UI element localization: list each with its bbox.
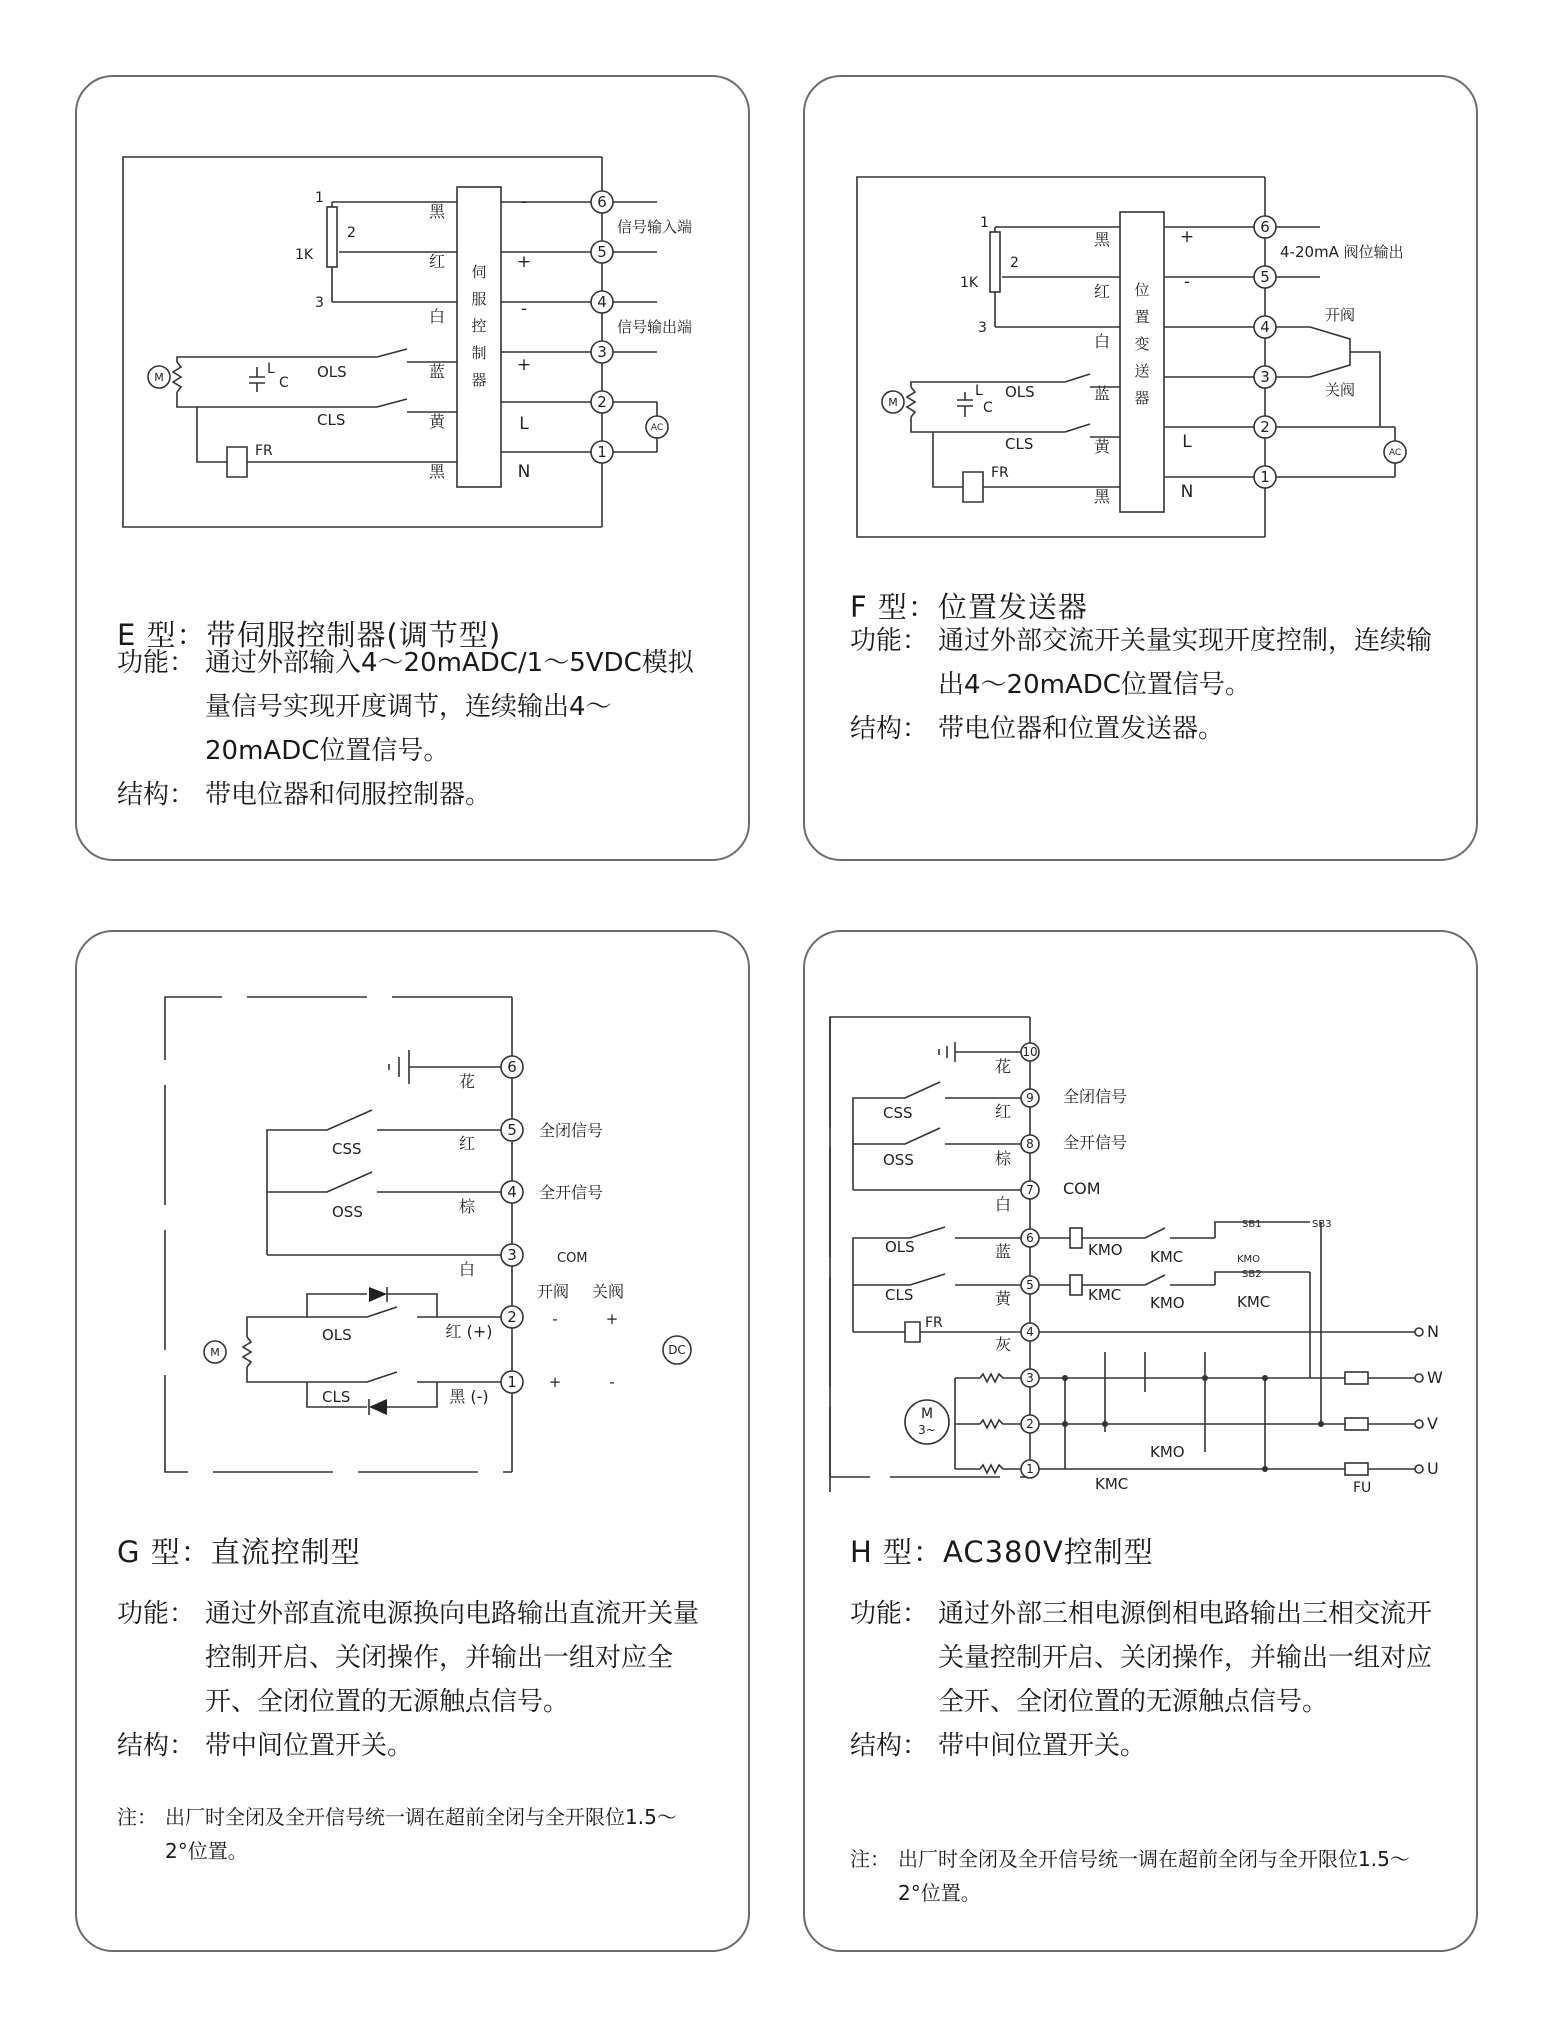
svg-text:蓝: 蓝 xyxy=(1093,384,1111,403)
svg-text:蓝: 蓝 xyxy=(994,1242,1012,1261)
svg-text:SB2: SB2 xyxy=(1242,1269,1262,1280)
card-f-position-transmitter xyxy=(803,75,1478,861)
function-text: 通过外部三相电源倒相电路输出三相交流开关量控制开启、关闭操作，并输出一组对应全开、全闭位置的无源触点信号。 xyxy=(938,1599,1433,1717)
svg-text:关阀: 关阀 xyxy=(592,1282,625,1301)
structure-label: 结构： xyxy=(117,1731,196,1761)
svg-text:3: 3 xyxy=(315,295,324,311)
function-label: 功能： xyxy=(117,648,196,678)
svg-text:+: + xyxy=(605,1310,619,1328)
svg-text:2: 2 xyxy=(1010,255,1019,271)
structure-label: 结构： xyxy=(117,780,196,810)
svg-text:KMO: KMO xyxy=(1150,1443,1185,1461)
svg-text:红: 红 xyxy=(1093,282,1111,301)
svg-text:KMC: KMC xyxy=(1095,1475,1129,1493)
svg-text:全开信号: 全开信号 xyxy=(1063,1133,1128,1152)
svg-text:红: 红 xyxy=(994,1102,1012,1121)
svg-text:OLS: OLS xyxy=(322,1326,352,1344)
svg-text:黑: 黑 xyxy=(428,202,446,221)
card-g-dc-control xyxy=(75,930,750,1952)
svg-text:U: U xyxy=(1427,1459,1439,1478)
svg-text:2: 2 xyxy=(1026,1417,1034,1431)
function-text: 通过外部交流开关量实现开度控制，连续输出4～20mADC位置信号。 xyxy=(938,626,1433,700)
function-label: 功能： xyxy=(117,1599,196,1629)
svg-text:信号输出端: 信号输出端 xyxy=(617,318,693,336)
card-description xyxy=(850,1592,1450,1768)
function-text: 通过外部输入4～20mADC/1～5VDC模拟量信号实现开度调节，连续输出4～20mADC位置信号。 xyxy=(205,648,694,766)
svg-text:9: 9 xyxy=(1026,1091,1034,1105)
svg-text:FR: FR xyxy=(991,465,1009,481)
svg-text:CLS: CLS xyxy=(322,1388,351,1406)
svg-text:L: L xyxy=(975,383,983,399)
svg-text:L: L xyxy=(267,361,275,377)
svg-text:白: 白 xyxy=(458,1260,476,1279)
svg-text:M: M xyxy=(210,1346,220,1359)
svg-text:器: 器 xyxy=(1134,389,1150,407)
svg-text:3~: 3~ xyxy=(918,1423,936,1437)
card-description xyxy=(117,641,717,817)
svg-text:10: 10 xyxy=(1022,1045,1038,1059)
wiring-diagram-e xyxy=(77,77,752,577)
svg-text:5: 5 xyxy=(597,243,607,261)
svg-text:器: 器 xyxy=(471,371,487,389)
svg-text:-: - xyxy=(520,192,528,212)
svg-text:2: 2 xyxy=(1260,418,1270,436)
svg-text:服: 服 xyxy=(471,290,487,308)
svg-text:-: - xyxy=(520,299,528,319)
svg-text:SB1: SB1 xyxy=(1242,1219,1262,1230)
svg-text:全闭信号: 全闭信号 xyxy=(1063,1087,1128,1106)
svg-text:FR: FR xyxy=(925,1315,943,1331)
structure-text: 带中间位置开关。 xyxy=(938,1731,1147,1761)
svg-text:CLS: CLS xyxy=(317,411,346,429)
svg-text:1K: 1K xyxy=(295,247,314,263)
svg-text:黑: 黑 xyxy=(428,462,446,481)
svg-text:红 (+): 红 (+) xyxy=(445,1322,493,1341)
svg-text:6: 6 xyxy=(1260,218,1270,236)
svg-text:7: 7 xyxy=(1026,1183,1034,1197)
svg-text:白: 白 xyxy=(994,1195,1012,1214)
card-note xyxy=(117,1800,677,1868)
svg-text:CLS: CLS xyxy=(885,1286,914,1304)
note-text: 出厂时全闭及全开信号统一调在超前全闭与全开限位1.5～2°位置。 xyxy=(165,1805,677,1863)
svg-text:DC: DC xyxy=(668,1343,686,1357)
svg-text:W: W xyxy=(1427,1368,1443,1387)
card-title: G 型：直流控制型 xyxy=(117,1535,361,1569)
note-label: 注： xyxy=(850,1847,890,1871)
svg-text:1: 1 xyxy=(1026,1462,1034,1476)
svg-text:黄: 黄 xyxy=(428,412,446,431)
svg-text:1K: 1K xyxy=(960,275,979,291)
svg-text:OSS: OSS xyxy=(883,1151,914,1169)
svg-text:白: 白 xyxy=(1093,332,1111,351)
svg-text:1: 1 xyxy=(507,1373,517,1391)
svg-text:N: N xyxy=(1427,1322,1439,1341)
svg-text:C: C xyxy=(983,400,993,416)
svg-text:1: 1 xyxy=(980,215,989,231)
svg-text:控: 控 xyxy=(471,317,487,335)
svg-text:CSS: CSS xyxy=(883,1104,913,1122)
svg-text:KMC: KMC xyxy=(1088,1286,1122,1304)
svg-text:SB3: SB3 xyxy=(1312,1219,1332,1230)
card-description xyxy=(850,619,1450,751)
svg-text:5: 5 xyxy=(1026,1278,1034,1292)
svg-text:+: + xyxy=(516,355,532,375)
svg-text:OLS: OLS xyxy=(1005,383,1035,401)
svg-text:M: M xyxy=(920,1406,934,1422)
svg-text:信号输入端: 信号输入端 xyxy=(617,218,693,236)
card-title: F 型：位置发送器 xyxy=(850,590,1088,624)
svg-text:4-20mA 阀位输出: 4-20mA 阀位输出 xyxy=(1280,243,1404,261)
svg-text:+: + xyxy=(516,252,532,272)
wiring-diagram-h xyxy=(805,932,1480,1496)
svg-text:开阀: 开阀 xyxy=(1325,306,1356,324)
svg-text:CLS: CLS xyxy=(1005,435,1034,453)
svg-text:+: + xyxy=(1179,227,1195,247)
function-text: 通过外部直流电源换向电路输出直流开关量控制开启、关闭操作，并输出一组对应全开、全闭位置的无源触点信号。 xyxy=(205,1599,700,1717)
wiring-diagram-g xyxy=(77,932,752,1492)
svg-text:8: 8 xyxy=(1026,1137,1034,1151)
svg-text:C: C xyxy=(279,375,289,391)
svg-text:3: 3 xyxy=(1026,1371,1034,1385)
svg-text:+: + xyxy=(548,1373,562,1391)
svg-text:5: 5 xyxy=(1260,268,1270,286)
svg-text:置: 置 xyxy=(1134,308,1150,326)
svg-text:AC: AC xyxy=(1388,448,1402,458)
card-title: E 型：带伺服控制器(调节型) xyxy=(117,618,502,652)
svg-text:COM: COM xyxy=(1063,1179,1101,1198)
svg-text:COM: COM xyxy=(557,1251,588,1266)
svg-text:黑: 黑 xyxy=(1093,487,1111,506)
svg-text:AC: AC xyxy=(650,423,664,433)
svg-text:花: 花 xyxy=(994,1057,1012,1076)
svg-text:-: - xyxy=(1183,272,1191,292)
function-label: 功能： xyxy=(850,1599,929,1629)
svg-text:1: 1 xyxy=(1260,468,1270,486)
svg-text:全闭信号: 全闭信号 xyxy=(539,1121,604,1140)
svg-text:制: 制 xyxy=(471,344,487,362)
structure-text: 带中间位置开关。 xyxy=(205,1731,414,1761)
note-text: 出厂时全闭及全开信号统一调在超前全闭与全开限位1.5～2°位置。 xyxy=(898,1847,1410,1905)
svg-text:3: 3 xyxy=(978,320,987,336)
svg-text:2: 2 xyxy=(347,225,356,241)
svg-text:3: 3 xyxy=(507,1246,517,1264)
svg-text:位: 位 xyxy=(1134,281,1150,299)
structure-label: 结构： xyxy=(850,1731,929,1761)
svg-text:KMC: KMC xyxy=(1237,1293,1271,1311)
svg-text:4: 4 xyxy=(1026,1325,1034,1339)
svg-text:伺: 伺 xyxy=(471,263,487,281)
function-label: 功能： xyxy=(850,626,929,656)
svg-text:CSS: CSS xyxy=(332,1140,362,1158)
note-label: 注： xyxy=(117,1805,157,1829)
svg-text:棕: 棕 xyxy=(994,1149,1012,1168)
svg-text:M: M xyxy=(888,396,898,409)
svg-text:-: - xyxy=(609,1373,615,1391)
structure-text: 带电位器和伺服控制器。 xyxy=(205,780,492,810)
svg-text:关阀: 关阀 xyxy=(1325,381,1356,399)
svg-text:灰: 灰 xyxy=(994,1335,1012,1354)
svg-text:FR: FR xyxy=(255,443,273,459)
svg-text:M: M xyxy=(154,371,164,384)
svg-text:6: 6 xyxy=(597,193,607,211)
structure-label: 结构： xyxy=(850,714,929,744)
svg-text:4: 4 xyxy=(1260,318,1270,336)
svg-text:送: 送 xyxy=(1134,362,1150,380)
svg-text:KMO: KMO xyxy=(1088,1241,1123,1259)
svg-text:花: 花 xyxy=(458,1072,476,1091)
svg-text:黄: 黄 xyxy=(1093,437,1111,456)
svg-text:3: 3 xyxy=(597,343,607,361)
svg-text:OLS: OLS xyxy=(885,1238,915,1256)
svg-text:-: - xyxy=(552,1310,558,1328)
svg-text:4: 4 xyxy=(507,1183,517,1201)
svg-text:黑: 黑 xyxy=(1093,230,1111,249)
svg-text:1: 1 xyxy=(597,443,607,461)
svg-text:红: 红 xyxy=(458,1134,476,1153)
card-note xyxy=(850,1842,1430,1910)
card-h-ac380v-control xyxy=(803,930,1478,1952)
svg-text:OSS: OSS xyxy=(332,1203,363,1221)
svg-text:3: 3 xyxy=(1260,368,1270,386)
card-title: H 型：AC380V控制型 xyxy=(850,1535,1154,1569)
card-e-servo-controller xyxy=(75,75,750,861)
svg-text:N: N xyxy=(517,462,531,482)
svg-text:黑 (-): 黑 (-) xyxy=(449,1387,489,1406)
svg-text:KMO: KMO xyxy=(1150,1294,1185,1312)
svg-text:6: 6 xyxy=(507,1058,517,1076)
svg-text:N: N xyxy=(1180,482,1194,502)
svg-text:KMC: KMC xyxy=(1150,1248,1184,1266)
svg-text:KMO: KMO xyxy=(1237,1254,1261,1265)
svg-text:6: 6 xyxy=(1026,1231,1034,1245)
svg-text:开阀: 开阀 xyxy=(537,1282,570,1301)
structure-text: 带电位器和位置发送器。 xyxy=(938,714,1225,744)
svg-text:OLS: OLS xyxy=(317,363,347,381)
svg-text:2: 2 xyxy=(507,1308,517,1326)
svg-text:红: 红 xyxy=(428,252,446,271)
svg-text:1: 1 xyxy=(315,190,324,206)
svg-text:黄: 黄 xyxy=(994,1289,1012,1308)
controller-box xyxy=(457,187,501,487)
svg-text:变: 变 xyxy=(1134,335,1150,353)
svg-text:4: 4 xyxy=(597,293,607,311)
svg-text:棕: 棕 xyxy=(458,1197,476,1216)
svg-text:全开信号: 全开信号 xyxy=(539,1183,604,1202)
svg-text:白: 白 xyxy=(428,307,446,326)
svg-text:5: 5 xyxy=(507,1121,517,1139)
svg-text:L: L xyxy=(1182,432,1192,452)
svg-text:2: 2 xyxy=(597,393,607,411)
svg-text:FU: FU xyxy=(1353,1480,1372,1496)
svg-text:蓝: 蓝 xyxy=(428,362,446,381)
svg-text:L: L xyxy=(519,414,529,434)
wiring-diagram-f xyxy=(805,77,1480,577)
svg-text:V: V xyxy=(1427,1414,1438,1433)
card-description xyxy=(117,1592,717,1768)
